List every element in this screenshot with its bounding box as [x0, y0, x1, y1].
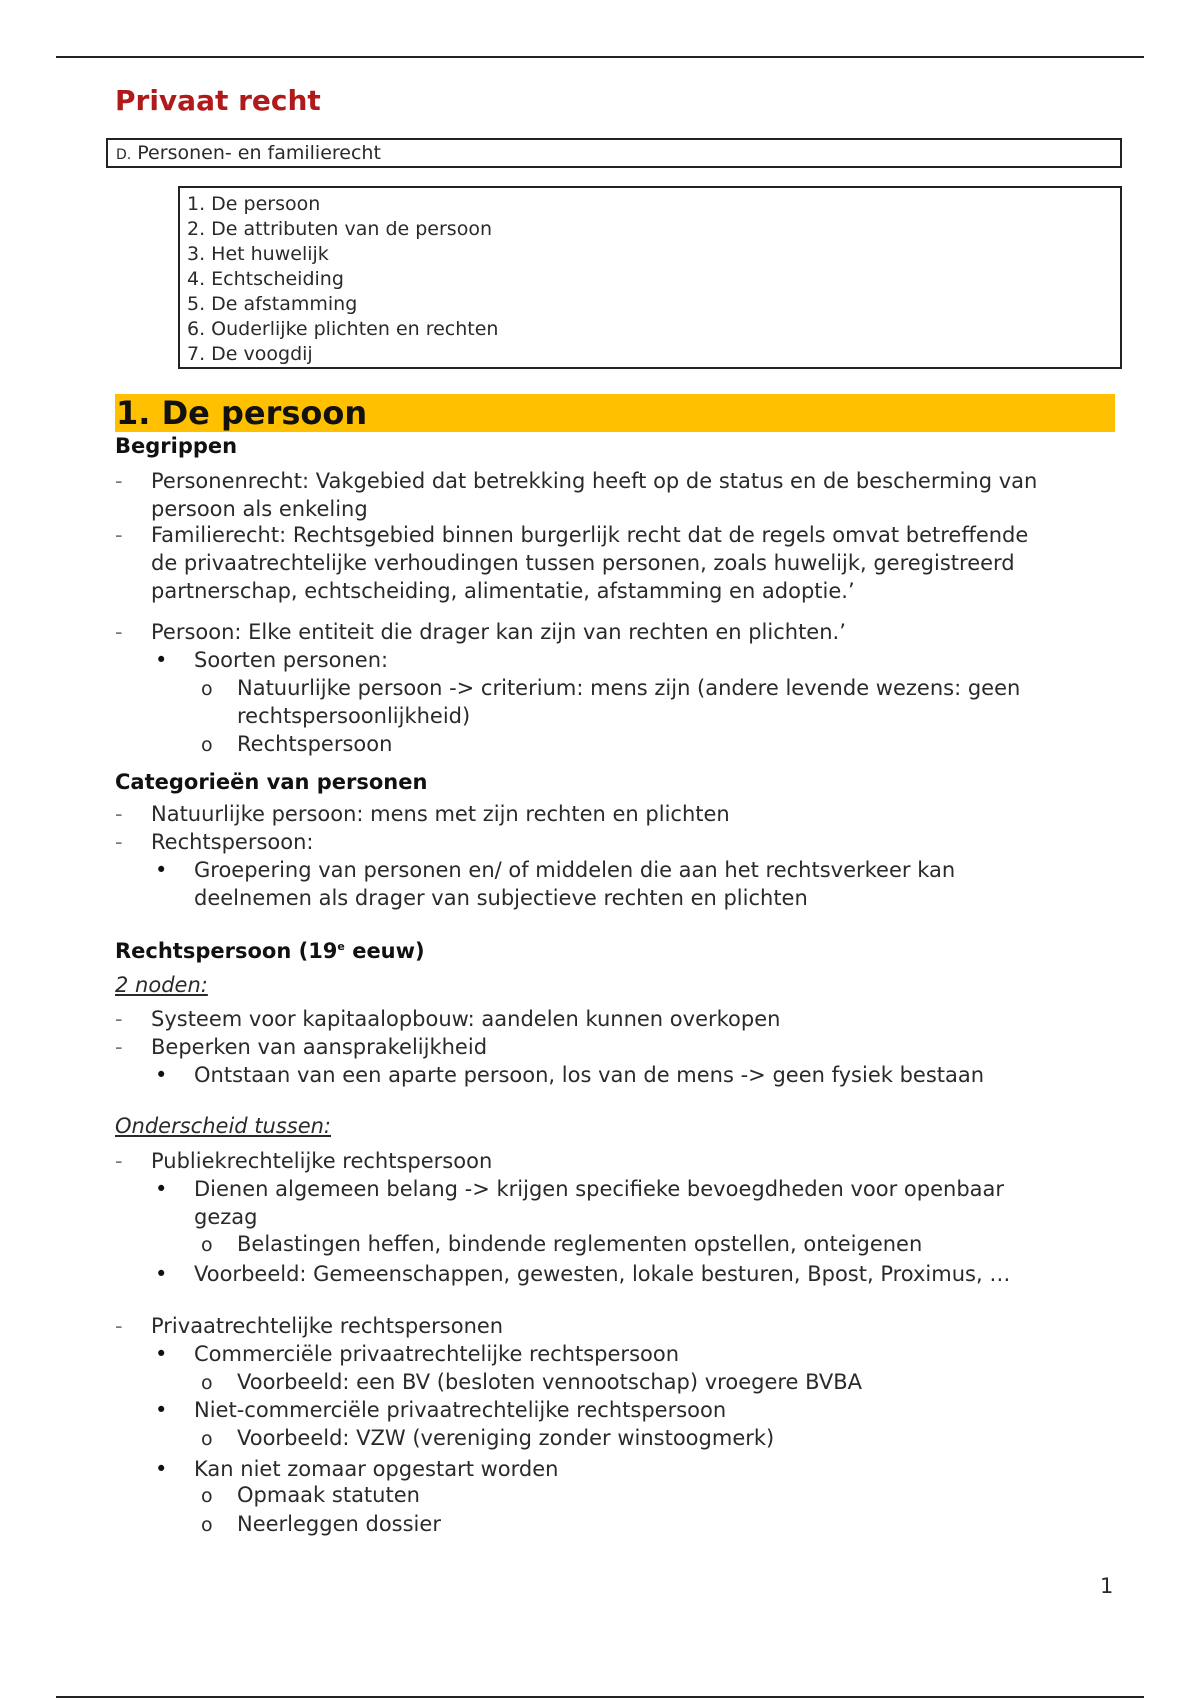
dash-marker: -: [115, 1007, 123, 1031]
text-line: Rechtspersoon:: [151, 830, 314, 854]
heading-text: Rechtspersoon (19: [115, 939, 338, 963]
dash-marker: -: [115, 1149, 123, 1173]
circle-marker: o: [201, 1428, 213, 1450]
text-line: Voorbeeld: Gemeenschappen, gewesten, lokale besturen, Bpost, Proximus, …: [194, 1262, 1011, 1286]
text-line: Ontstaan van een aparte persoon, los van de mens -> geen fysiek bestaan: [194, 1063, 985, 1087]
circle-marker: o: [201, 1514, 213, 1536]
subheading-noden: 2 noden:: [115, 973, 208, 997]
text-line: Systeem voor kapitaalopbouw: aandelen kunnen overkopen: [151, 1007, 781, 1031]
circle-marker: o: [201, 678, 213, 700]
dash-marker: -: [115, 802, 123, 826]
text-line: Soorten personen:: [194, 648, 389, 672]
toc-item[interactable]: 6. Ouderlijke plichten en rechten: [187, 318, 499, 340]
chapter-heading: 1. De persoon: [115, 394, 1115, 432]
text-line: Beperken van aansprakelijkheid: [151, 1035, 488, 1059]
dash-marker: -: [115, 1035, 123, 1059]
text-line: Natuurlijke persoon -> criterium: mens zijn (andere levende wezens: geen: [237, 676, 1021, 700]
toc-item[interactable]: 7. De voogdij: [187, 343, 313, 365]
text-line: Opmaak statuten: [237, 1483, 420, 1507]
bullet-marker: •: [155, 1398, 168, 1422]
bullet-marker: •: [155, 1063, 168, 1087]
text-line: Familierecht: Rechtsgebied binnen burgerlijk recht dat de regels omvat betreffende: [151, 523, 1029, 547]
toc-item[interactable]: 2. De attributen van de persoon: [187, 218, 492, 240]
section-title: Personen- en familierecht: [137, 142, 381, 164]
toc-item[interactable]: 1. De persoon: [187, 193, 321, 215]
text-line: Niet-commerciële privaatrechtelijke rechtspersoon: [194, 1398, 727, 1422]
toc-item[interactable]: 4. Echtscheiding: [187, 268, 344, 290]
text-line: Persoon: Elke entiteit die drager kan zijn van rechten en plichten.’: [151, 620, 846, 644]
text-line: Neerleggen dossier: [237, 1512, 441, 1536]
dash-marker: -: [115, 469, 123, 493]
text-line: de privaatrechtelijke verhoudingen tussen personen, zoals huwelijk, geregistreerd: [151, 551, 1015, 575]
text-line: Voorbeeld: VZW (vereniging zonder winstoogmerk): [237, 1426, 775, 1450]
section-box: [106, 138, 1122, 168]
bullet-marker: •: [155, 1262, 168, 1286]
dash-marker: -: [115, 830, 123, 854]
text-line: deelnemen als drager van subjectieve rechten en plichten: [194, 886, 808, 910]
page-number: 1: [1100, 1574, 1114, 1598]
text-line: Publiekrechtelijke rechtspersoon: [151, 1149, 493, 1173]
header-rule: [56, 56, 1144, 58]
heading-text: eeuw): [344, 939, 425, 963]
bullet-marker: •: [155, 648, 168, 672]
text-line: Commerciële privaatrechtelijke rechtspersoon: [194, 1342, 680, 1366]
superscript: e: [337, 940, 345, 953]
heading-rechtspersoon: [115, 939, 425, 963]
text-line: Dienen algemeen belang -> krijgen specifieke bevoegdheden voor openbaar: [194, 1177, 1005, 1201]
text-line: Belastingen heffen, bindende reglementen opstellen, onteigenen: [237, 1232, 923, 1256]
text-line: partnerschap, echtscheiding, alimentatie, afstamming en adoptie.’: [151, 579, 855, 603]
subheading-onderscheid: Onderscheid tussen:: [115, 1114, 332, 1138]
bullet-marker: •: [155, 1177, 168, 1201]
text-line: Personenrecht: Vakgebied dat betrekking heeft op de status en de bescherming van: [151, 469, 1038, 493]
dash-marker: -: [115, 620, 123, 644]
toc-item[interactable]: 5. De afstamming: [187, 293, 358, 315]
toc-item[interactable]: 3. Het huwelijk: [187, 243, 329, 265]
text-line: rechtspersoonlijkheid): [237, 704, 471, 728]
text-line: gezag: [194, 1205, 258, 1229]
text-line: Privaatrechtelijke rechtspersonen: [151, 1314, 504, 1338]
text-line: Rechtspersoon: [237, 732, 393, 756]
dash-marker: -: [115, 1314, 123, 1338]
heading-begrippen: Begrippen: [115, 434, 238, 458]
circle-marker: o: [201, 1485, 213, 1507]
text-line: Natuurlijke persoon: mens met zijn rechten en plichten: [151, 802, 730, 826]
circle-marker: o: [201, 1372, 213, 1394]
circle-marker: o: [201, 734, 213, 756]
text-line: persoon als enkeling: [151, 497, 368, 521]
bullet-marker: •: [155, 858, 168, 882]
table-of-contents: [178, 186, 1122, 369]
document-title: Privaat recht: [115, 84, 321, 117]
section-letter: D.: [116, 147, 132, 163]
bullet-marker: •: [155, 1342, 168, 1366]
dash-marker: -: [115, 523, 123, 547]
text-line: Kan niet zomaar opgestart worden: [194, 1457, 559, 1481]
footer-rule: [56, 1696, 1144, 1698]
text-line: Voorbeeld: een BV (besloten vennootschap) vroegere BVBA: [237, 1370, 863, 1394]
heading-categorieen: Categorieën van personen: [115, 770, 428, 794]
circle-marker: o: [201, 1234, 213, 1256]
text-line: Groepering van personen en/ of middelen die aan het rechtsverkeer kan: [194, 858, 956, 882]
bullet-marker: •: [155, 1457, 168, 1481]
